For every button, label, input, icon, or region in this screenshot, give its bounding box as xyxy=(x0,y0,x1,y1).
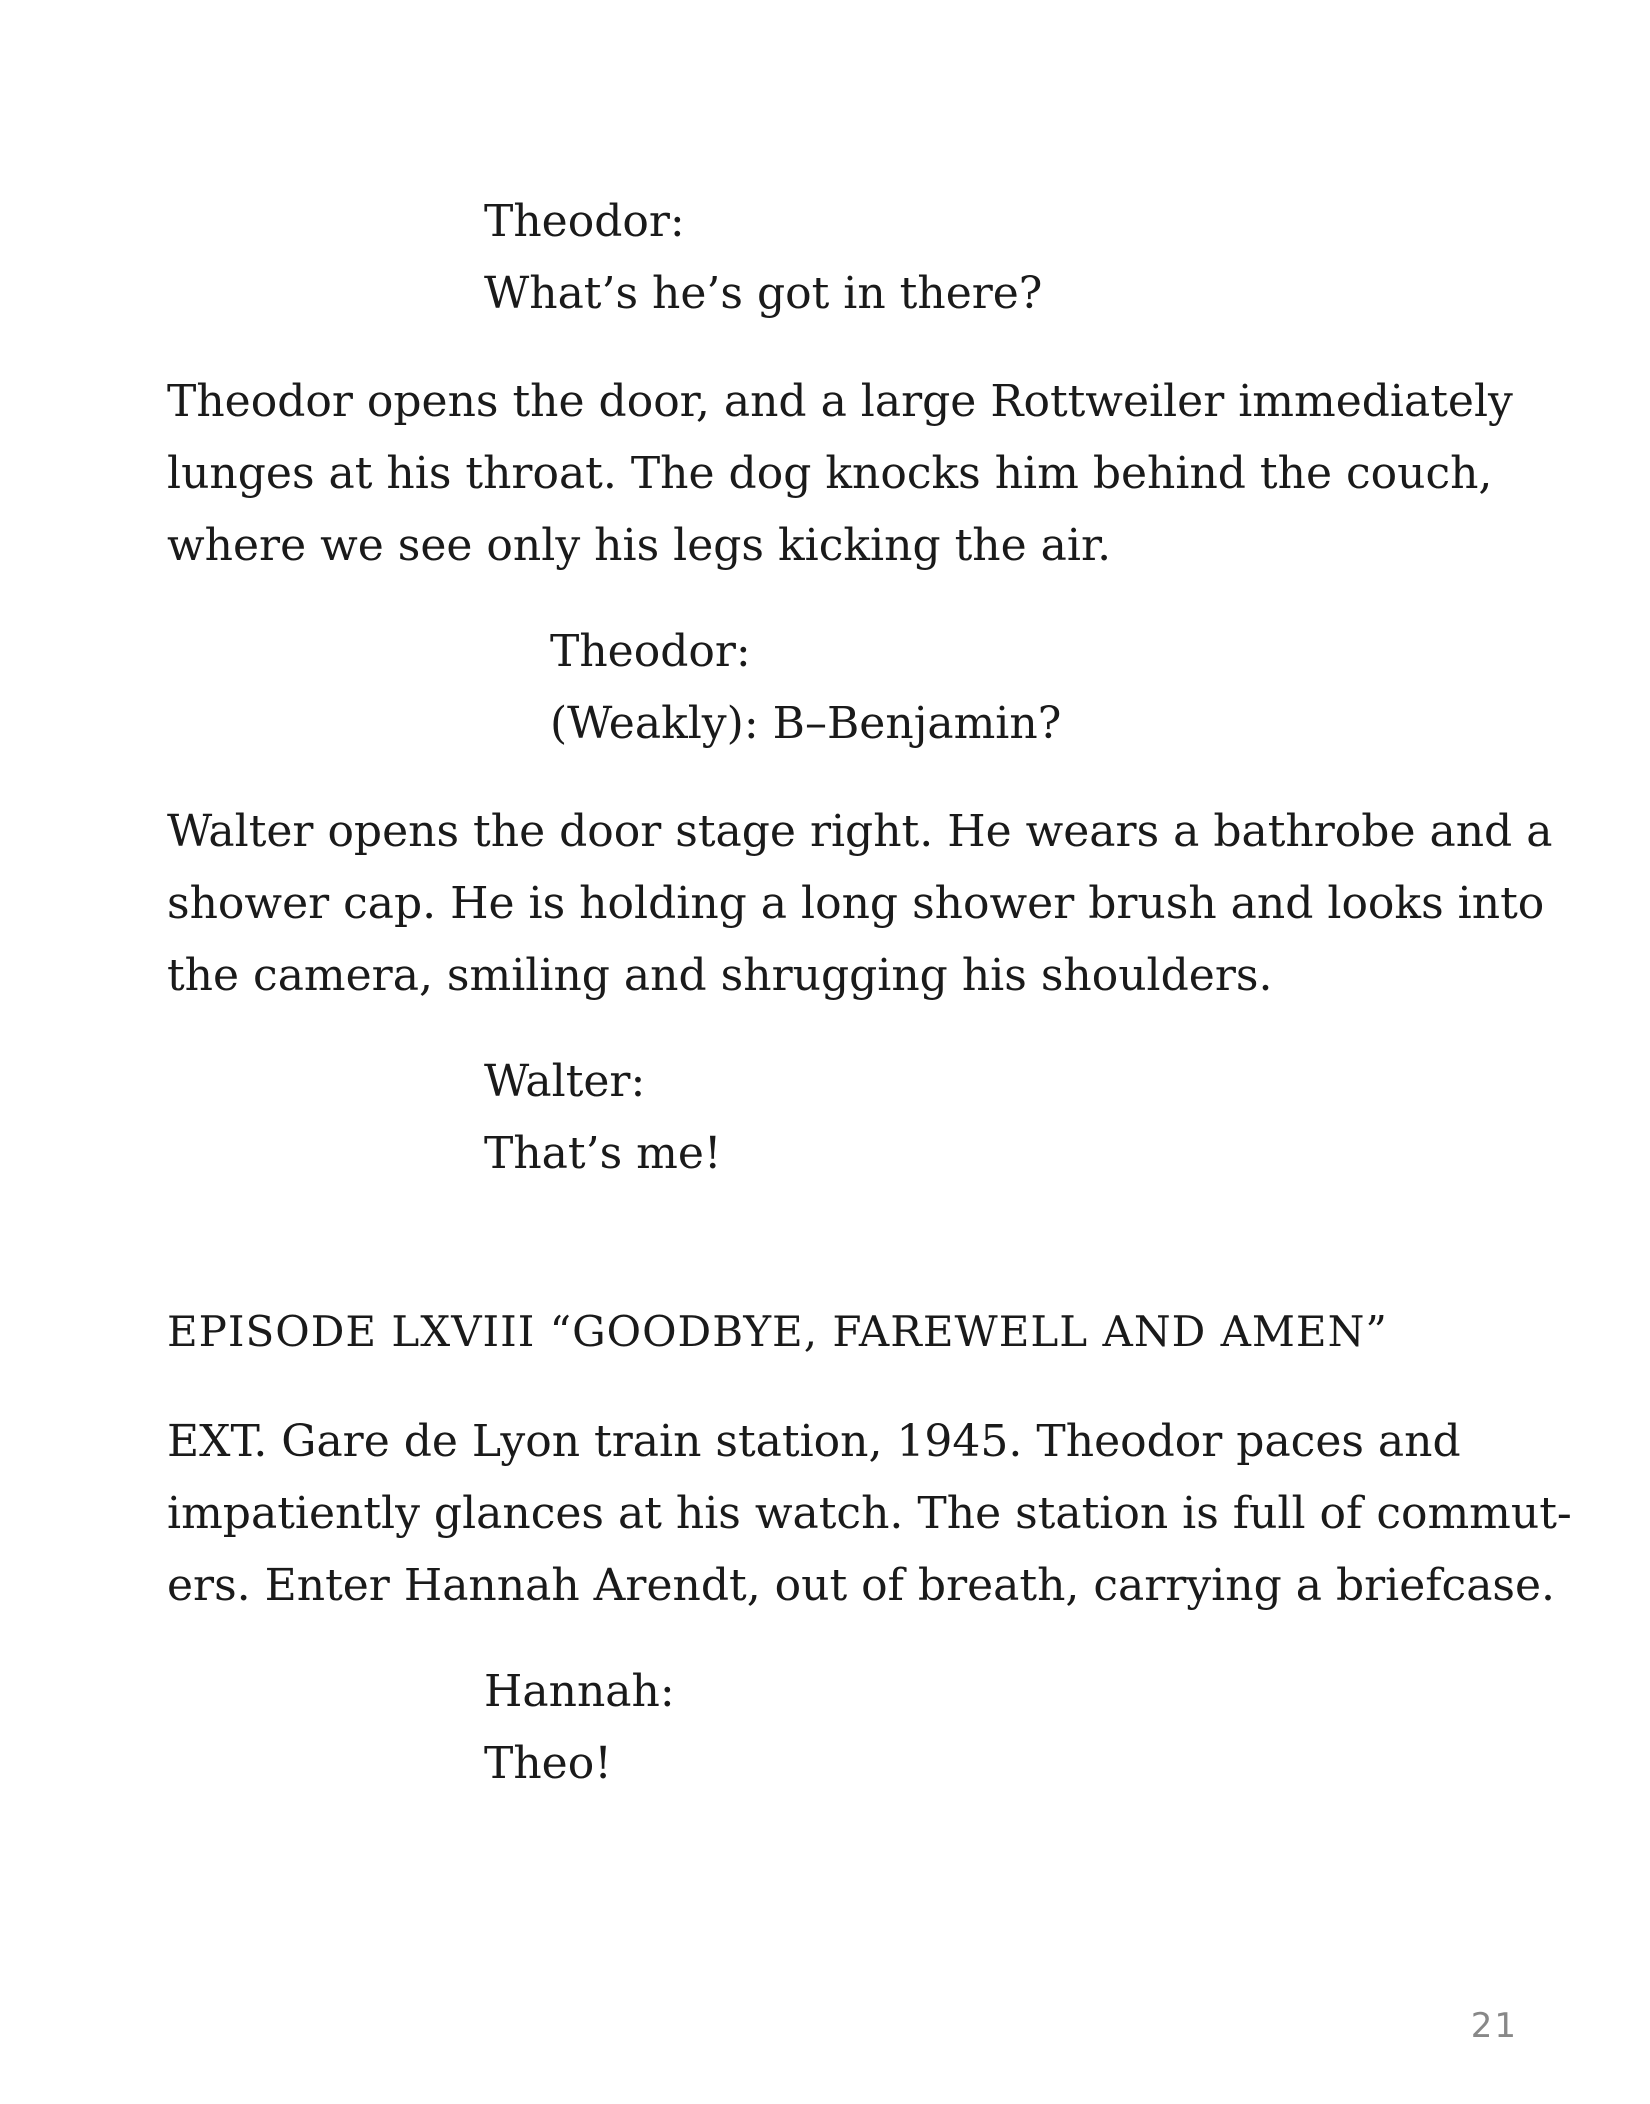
paragraph-line: ers. Enter Hannah Arendt, out of breath, carrying a briefcase. xyxy=(167,1560,1556,1611)
speaker-name: Theodor: xyxy=(484,196,685,247)
page-number: 21 xyxy=(1470,2006,1518,2046)
dialogue-line: Theo! xyxy=(484,1738,612,1789)
dialogue-line: What’s he’s got in there? xyxy=(484,268,1043,319)
paragraph-line: impatiently glances at his watch. The station is full of commut- xyxy=(167,1488,1572,1539)
paragraph-line: the camera, smiling and shrugging his shoulders. xyxy=(167,950,1273,1001)
paragraph-line: lunges at his throat. The dog knocks him behind the couch, xyxy=(167,448,1493,499)
speaker-name: Theodor: xyxy=(550,626,751,677)
speaker-name: Walter: xyxy=(484,1056,646,1107)
paragraph-line: EXT. Gare de Lyon train station, 1945. Theodor paces and xyxy=(167,1416,1461,1467)
speaker-name: Hannah: xyxy=(484,1666,675,1717)
action-paragraph xyxy=(167,1406,1572,1622)
dialogue-line: That’s me! xyxy=(484,1128,722,1179)
action-paragraph xyxy=(167,796,1553,1012)
paragraph-line: where we see only his legs kicking the air. xyxy=(167,520,1112,571)
paragraph-line: Walter opens the door stage right. He wears a bathrobe and a xyxy=(167,806,1553,857)
dialogue-line: (Weakly): B–Benjamin? xyxy=(550,698,1062,749)
paragraph-line: Theodor opens the door, and a large Rottweiler immediately xyxy=(167,376,1513,427)
paragraph-line: shower cap. He is holding a long shower brush and looks into xyxy=(167,878,1545,929)
episode-heading: EPISODE LXVIII “GOODBYE, FAREWELL AND AMEN” xyxy=(167,1307,1388,1356)
action-paragraph xyxy=(167,366,1513,582)
